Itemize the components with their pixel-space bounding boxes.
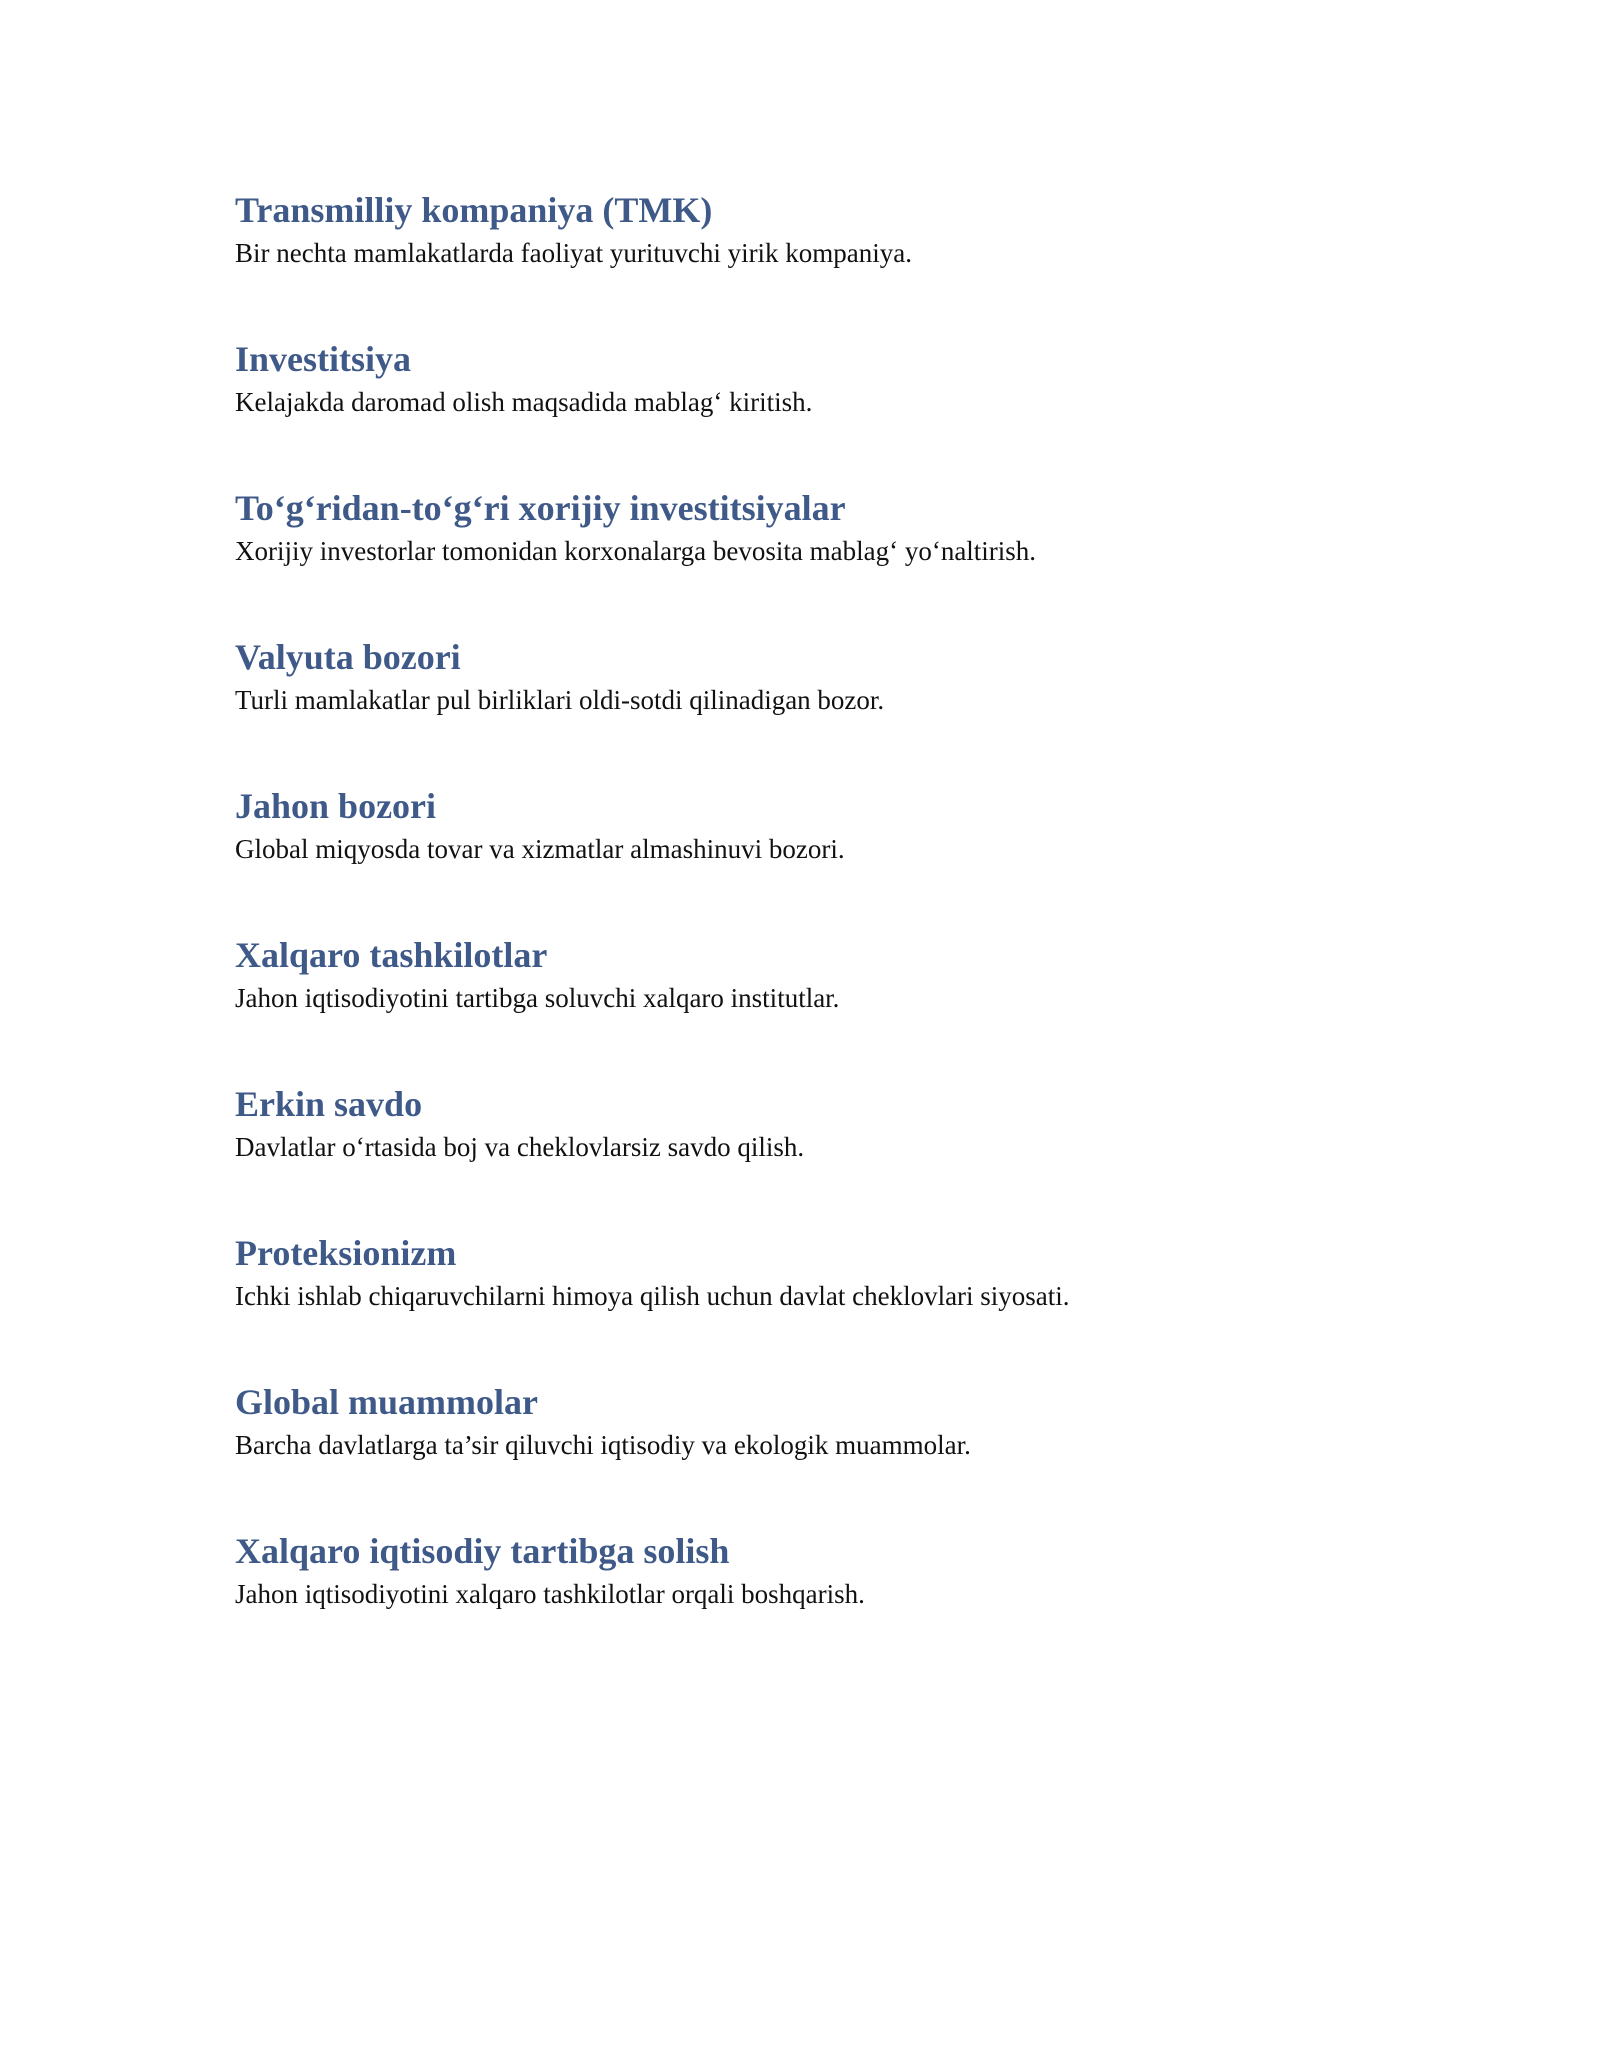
glossary-term: Erkin savdo xyxy=(235,1084,423,1124)
glossary-entry xyxy=(235,634,1435,783)
glossary-definition: Barcha davlatlarga ta’sir qiluvchi iqtisodiy va ekologik muammolar. xyxy=(235,1430,971,1460)
glossary-definition: Davlatlar o‘rtasida boj va cheklovlarsiz savdo qilish. xyxy=(235,1132,805,1162)
glossary-definition: Jahon iqtisodiyotini tartibga soluvchi xalqaro institutlar. xyxy=(235,983,840,1013)
glossary-term: Transmilliy kompaniya (TMK) xyxy=(235,190,713,230)
glossary-entry xyxy=(235,336,1435,485)
glossary-entry xyxy=(235,485,1435,634)
glossary-list xyxy=(235,187,1435,1677)
glossary-definition: Bir nechta mamlakatlarda faoliyat yurituvchi yirik kompaniya. xyxy=(235,238,913,268)
glossary-definition: Global miqyosda tovar va xizmatlar almashinuvi bozori. xyxy=(235,834,845,864)
glossary-entry xyxy=(235,783,1435,932)
glossary-definition: Xorijiy investorlar tomonidan korxonalarga bevosita mablag‘ yo‘naltirish. xyxy=(235,536,1037,566)
glossary-entry xyxy=(235,1230,1435,1379)
glossary-entry xyxy=(235,1081,1435,1230)
glossary-definition: Ichki ishlab chiqaruvchilarni himoya qilish uchun davlat cheklovlari siyosati. xyxy=(235,1281,1070,1311)
glossary-term: Xalqaro tashkilotlar xyxy=(235,935,548,975)
glossary-entry xyxy=(235,1379,1435,1528)
glossary-entry xyxy=(235,1528,1435,1677)
glossary-definition: Jahon iqtisodiyotini xalqaro tashkilotlar orqali boshqarish. xyxy=(235,1579,865,1609)
glossary-term: Global muammolar xyxy=(235,1382,538,1422)
glossary-entry xyxy=(235,932,1435,1081)
glossary-term: Investitsiya xyxy=(235,339,412,379)
glossary-term: To‘g‘ridan-to‘g‘ri xorijiy investitsiyalar xyxy=(235,488,846,528)
glossary-term: Valyuta bozori xyxy=(235,637,461,677)
glossary-term: Proteksionizm xyxy=(235,1233,457,1273)
glossary-term: Jahon bozori xyxy=(235,786,437,826)
glossary-definition: Kelajakda daromad olish maqsadida mablag‘ kiritish. xyxy=(235,387,813,417)
glossary-term: Xalqaro iqtisodiy tartibga solish xyxy=(235,1531,730,1571)
glossary-definition: Turli mamlakatlar pul birliklari oldi-sotdi qilinadigan bozor. xyxy=(235,685,885,715)
glossary-entry xyxy=(235,187,1435,336)
